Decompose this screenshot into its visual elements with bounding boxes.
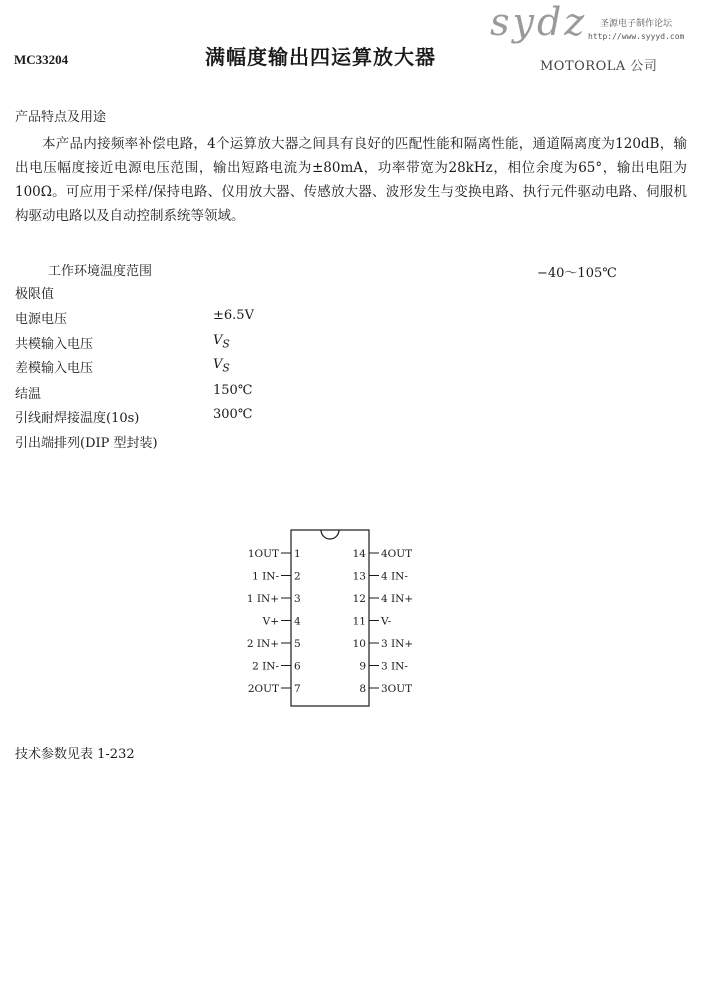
limit-value: 300℃ bbox=[213, 407, 253, 422]
pin-label: 2 IN+ bbox=[246, 638, 279, 650]
limit-label: 引线耐焊接温度(10s) bbox=[15, 411, 140, 426]
limit-value-symbol: V bbox=[213, 357, 223, 372]
watermark-url: http://www.syyyd.com bbox=[588, 32, 685, 41]
watermark-logo: sydz bbox=[490, 0, 588, 44]
manufacturer: MOTOROLA 公司 bbox=[540, 59, 658, 74]
limit-value-subscript: S bbox=[222, 337, 230, 351]
limit-label: 电源电压 bbox=[15, 312, 68, 327]
description-paragraph bbox=[15, 132, 687, 228]
pinout-heading: 引出端排列(DIP 型封装) bbox=[15, 436, 158, 451]
pin-number: 10 bbox=[352, 638, 366, 650]
pin-number: 5 bbox=[294, 638, 301, 650]
operating-temp-label: 工作环境温度范围 bbox=[48, 264, 153, 279]
pin-label: 1OUT bbox=[247, 548, 279, 560]
pin-label: 1 IN+ bbox=[246, 593, 279, 605]
part-number: MC33204 bbox=[14, 52, 69, 67]
ic-notch bbox=[321, 530, 339, 539]
limit-value bbox=[213, 333, 230, 351]
pin-number: 9 bbox=[359, 660, 366, 673]
limit-value: 150℃ bbox=[213, 383, 253, 398]
watermark bbox=[484, 0, 698, 48]
pin-number: 1 bbox=[294, 548, 301, 560]
pin-label: 4OUT bbox=[381, 548, 413, 560]
pin-label: V- bbox=[381, 615, 392, 628]
limit-label: 共模输入电压 bbox=[15, 337, 94, 352]
pin-number: 12 bbox=[352, 593, 366, 605]
left-pin-group bbox=[247, 548, 301, 695]
section-heading: 产品特点及用途 bbox=[15, 110, 107, 125]
pin-number: 14 bbox=[352, 548, 366, 560]
pin-number: 4 bbox=[294, 615, 301, 628]
pin-label: 1 IN- bbox=[252, 570, 279, 583]
pin-number: 6 bbox=[294, 660, 301, 673]
pin-number: 2 bbox=[294, 570, 301, 583]
pin-label: V+ bbox=[262, 615, 279, 628]
page-title: 满幅度输出四运算放大器 bbox=[205, 45, 436, 69]
watermark-site-name: 圣源电子制作论坛 bbox=[600, 19, 673, 29]
limit-label: 差模输入电压 bbox=[15, 361, 94, 376]
pin-number: 11 bbox=[352, 615, 366, 628]
limit-value-subscript: S bbox=[222, 361, 230, 375]
pin-label: 3 IN+ bbox=[381, 638, 414, 650]
pin-label: 3 IN- bbox=[381, 660, 408, 673]
limit-value bbox=[213, 357, 230, 375]
pin-label: 4 IN+ bbox=[381, 593, 414, 605]
pin-label: 3OUT bbox=[381, 683, 413, 695]
pin-label: 2 IN- bbox=[252, 660, 279, 673]
right-pin-group bbox=[353, 548, 414, 695]
pin-label: 2OUT bbox=[247, 683, 279, 695]
limit-label: 结温 bbox=[15, 387, 42, 402]
limits-heading: 极限值 bbox=[15, 287, 55, 302]
pin-number: 3 bbox=[294, 593, 301, 605]
pin-label: 4 IN- bbox=[381, 570, 408, 583]
pin-number: 8 bbox=[359, 683, 366, 695]
operating-temp-value: −40～105℃ bbox=[537, 266, 617, 281]
limit-value: ±6.5V bbox=[213, 308, 254, 323]
pin-number: 7 bbox=[294, 683, 301, 695]
limit-value-symbol: V bbox=[213, 333, 223, 348]
dip-package-diagram bbox=[235, 525, 435, 715]
description-text: 本产品内接频率补偿电路，4个运算放大器之间具有良好的匹配性能和隔离性能，通道隔离度为120dB，输出电压幅度接近电源电压范围，输出短路电流为±80mA，功率带宽为28kHz，相位余度为65°，输出电阻为100Ω。可应用于采样/保持电路、仪用放大器、传感放大器、波形发生与变换电路、执行元件驱动电路、伺服机构驱动电路以及自动控制系统等领域。 bbox=[15, 136, 687, 224]
footer-note: 技术参数见表 1-232 bbox=[15, 747, 135, 762]
pin-number: 13 bbox=[352, 570, 366, 583]
